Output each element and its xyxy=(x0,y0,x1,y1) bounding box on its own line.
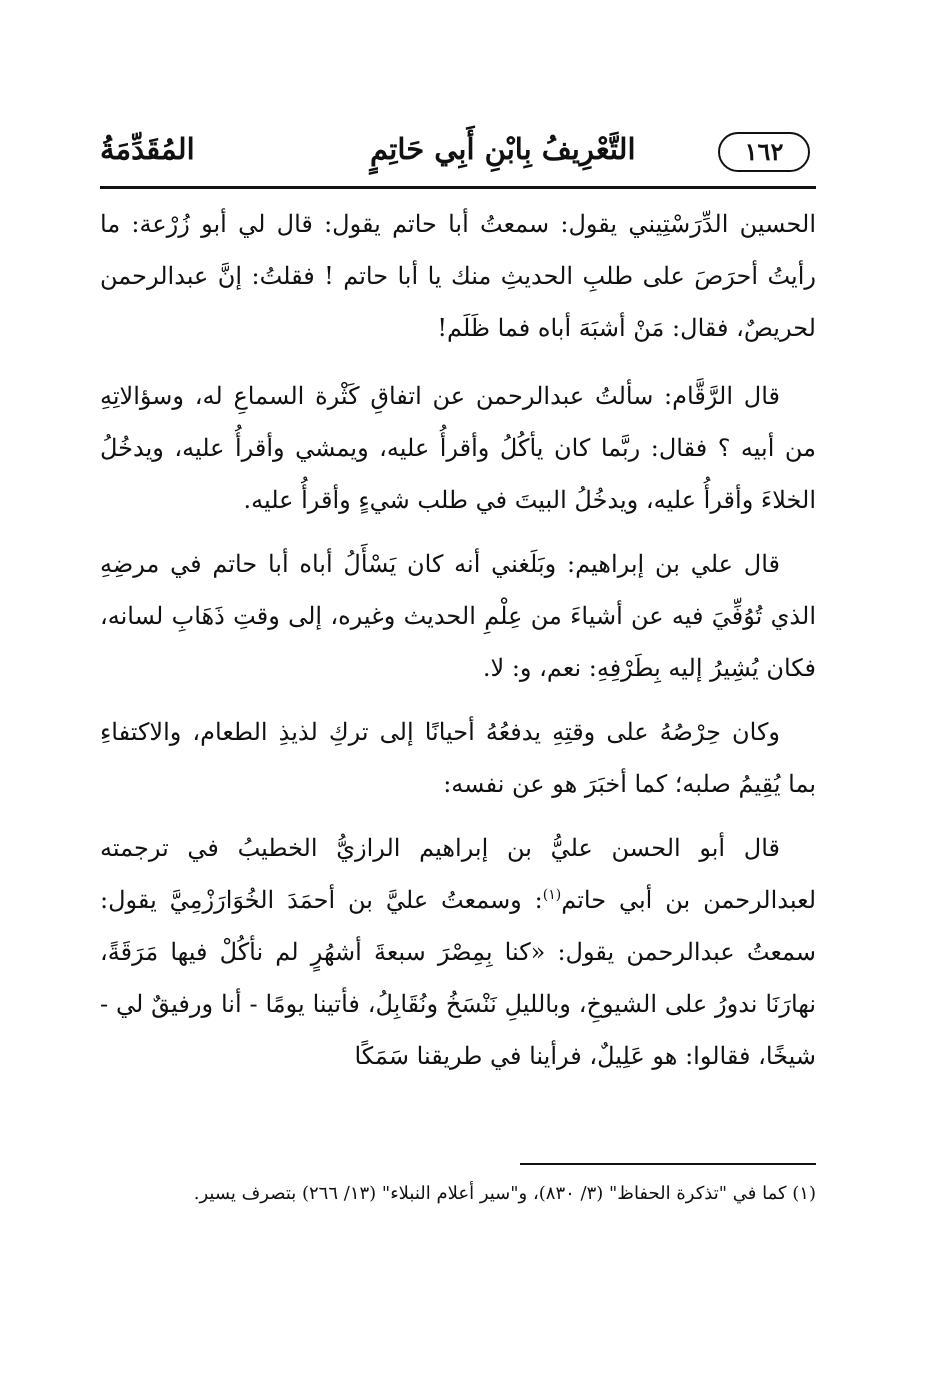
paragraph-4: وكان حِرْصُهُ على وقتِهِ يدفعُهُ أحيانًا إلى تركِ لذيذِ الطعام، والاكتفاءِ بما يُقِيمُ صلبه؛ كما أخبَرَ هو عن نفسه: xyxy=(100,718,816,798)
footnote: (١) كما في "تذكرة الحفاظ" (٣/ ٨٣٠)، و"سير أعلام النبلاء" (١٣/ ٢٦٦) بتصرف يسير. xyxy=(193,1183,816,1204)
footnote-reference[interactable]: (١) xyxy=(542,887,562,903)
paragraph-3: قال علي بن إبراهيم: وبَلَغني أنه كان يَسْأَلُ أباه أبا حاتم في مرضِهِ الذي تُوُفِّيَ فيه عن أشياءَ من عِلْمِ الحديث وغيره، إلى وقتِ ذَهَابِ لسانه، فكان يُشِيرُ إليه بِطَرْفِهِ: نعم، و: لا. xyxy=(100,550,816,682)
paragraph-5-part-1: قال أبو الحسن عليُّ بن إبراهيم الرازيُّ الخطيبُ في ترجمته لعبدالرحمن بن أبي حاتم xyxy=(100,834,817,914)
footnote-rule xyxy=(520,1163,816,1165)
book-title: التَّعْرِيفُ بِابْنِ أَبِي حَاتِمٍ xyxy=(370,132,636,166)
paragraph-5 xyxy=(100,822,816,1082)
section-title: المُقَدِّمَةُ xyxy=(100,132,195,166)
paragraph-5-part-2: : وسمعتُ عليَّ بن أحمَدَ الخُوَارَزْمِيَّ يقول: سمعتُ عبدالرحمن يقول: «كنا بِمِصْرَ سبعةَ أشهُرٍ لم نأكُلْ فيها مَرَقَةً، نهارَنَا ندورُ على الشيوخِ، وبالليلِ نَنْسَخُ ونُقَابِلُ، فأتينا يومًا - أنا ورفيقٌ لي - شيخًا، فقالوا: هو عَلِيلٌ، فرأينا في طريقنا سَمَكًا xyxy=(100,886,816,1070)
paragraph-1: الحسين الدِّرَسْتِيني يقول: سمعتُ أبا حاتم يقول: قال لي أبو زُرْعة: ما رأيتُ أحرَصَ على طلبِ الحديثِ منك يا أبا حاتم ! فقلتُ: إنَّ عبدالرحمن لحريصٌ، فقال: مَنْ أشبَهَ أباه فما ظَلَم! xyxy=(100,210,816,342)
main-text xyxy=(100,198,816,1094)
paragraph-2: قال الرَّقَّام: سألتُ عبدالرحمن عن اتفاقِ كَثْرة السماعِ له، وسؤالاتِهِ من أبيه ؟ فقال: ربَّما كان يأكُلُ وأقرأُ عليه، ويمشي وأقرأُ عليه، ويدخُلُ الخلاءَ وأقرأُ عليه، ويدخُلُ البيتَ في طلب شيءٍ وأقرأُ عليه. xyxy=(100,382,816,514)
page-number: ١٦٢ xyxy=(718,132,810,172)
header-rule xyxy=(100,186,816,189)
page-header xyxy=(100,128,820,188)
